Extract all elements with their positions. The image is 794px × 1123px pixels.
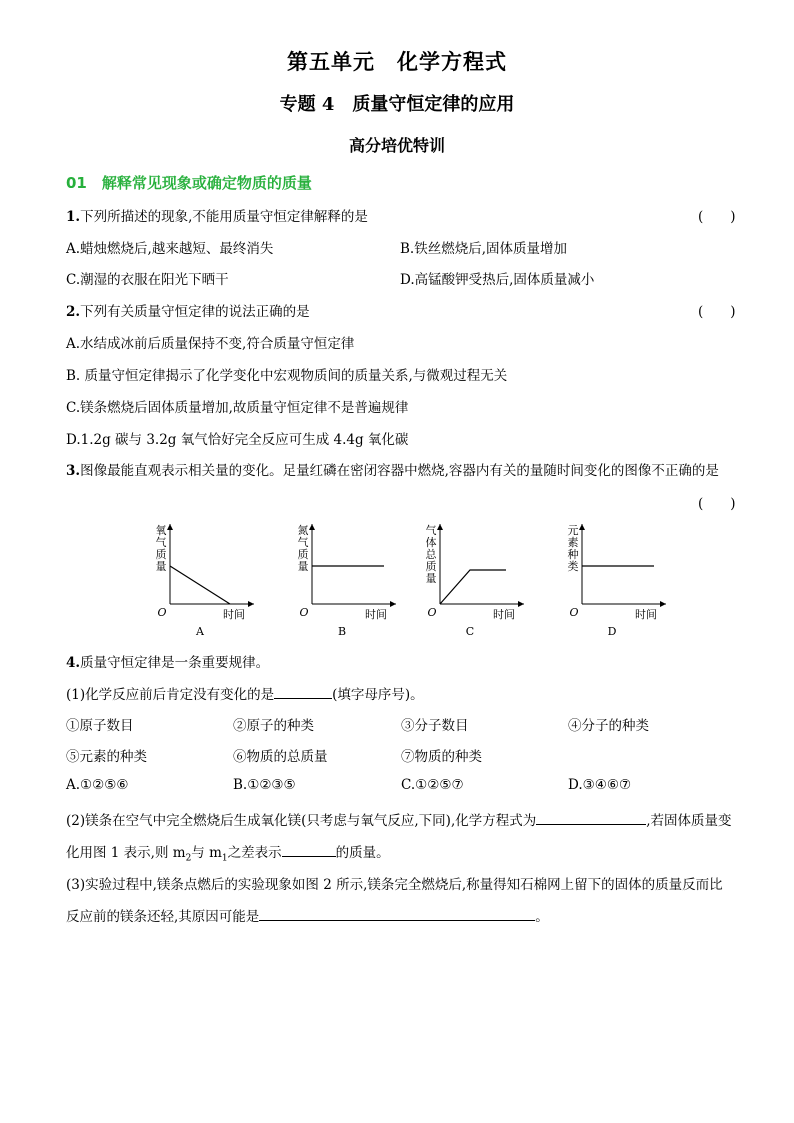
origin-label: O — [299, 606, 309, 619]
y-axis-label-char: 气 — [155, 536, 167, 549]
graph-caption: C — [465, 625, 475, 638]
x-axis-arrow — [390, 601, 396, 607]
y-axis-label-char: 总 — [425, 548, 437, 561]
q2-answer-bracket: ( ) — [698, 304, 736, 320]
q4-choice-d: D.③④⑥⑦ — [568, 777, 632, 793]
q2-option-d: D.1.2g 碳与 3.2g 氧气恰好完全反应可生成 4.4g 氧化碳 — [66, 432, 409, 448]
graph-curve — [440, 570, 506, 604]
q1-number: 1. — [66, 209, 81, 225]
q1-text: 下列所描述的现象,不能用质量守恒定律解释的是 — [80, 209, 368, 225]
y-axis-label-char: 质 — [155, 548, 167, 561]
q4-text: 质量守恒定律是一条重要规律。 — [80, 655, 270, 671]
x-axis-label: 时间 — [365, 608, 387, 621]
q4-part2-text: (2)镁条在空气中完全燃烧后生成氧化镁(只考虑与氧气反应,下同),化学方程式为 — [66, 813, 537, 829]
q4-part2-line2-b: 与 m — [191, 845, 222, 861]
x-axis-label: 时间 — [493, 608, 515, 621]
m1-subscript: 1 — [221, 853, 228, 864]
q4-part1-blank[interactable] — [274, 684, 332, 699]
q2-stem — [66, 300, 310, 320]
q4-part2-line2-c: 之差表示 — [227, 845, 282, 861]
q1-stem — [66, 205, 368, 225]
q4-item-3: ③分子数目 — [401, 718, 469, 734]
q1-option-a: A.蜡烛燃烧后,越来越短、最终消失 — [66, 241, 274, 257]
y-axis-arrow — [167, 524, 173, 530]
y-axis-label-char: 氮 — [297, 524, 309, 537]
y-axis-arrow — [309, 524, 315, 530]
graph-caption: B — [337, 625, 347, 638]
q4-choice-b: B.①②③⑤ — [233, 777, 296, 793]
q2-text: 下列有关质量守恒定律的说法正确的是 — [80, 304, 310, 320]
y-axis-label-char: 气 — [297, 536, 309, 549]
y-axis-label-char: 气 — [425, 524, 437, 537]
origin-label: O — [427, 606, 437, 619]
q4-number: 4. — [66, 655, 81, 671]
m2-subscript: 2 — [185, 853, 192, 864]
q1-option-b: B.铁丝燃烧后,固体质量增加 — [400, 241, 568, 257]
x-axis-label: 时间 — [635, 608, 657, 621]
q4-part2-line2-d: 的质量。 — [335, 845, 390, 861]
q1-answer-bracket: ( ) — [698, 209, 736, 225]
q1-option-d: D.高锰酸钾受热后,固体质量减小 — [400, 272, 595, 288]
x-axis-arrow — [248, 601, 254, 607]
q4-item-4: ④分子的种类 — [568, 718, 649, 734]
graph-caption: A — [196, 625, 204, 638]
y-axis-label-char: 元 — [567, 524, 579, 537]
q4-item-1: ①原子数目 — [66, 718, 134, 734]
q2-option-a: A.水结成冰前后质量保持不变,符合质量守恒定律 — [66, 336, 355, 352]
q4-mass-blank[interactable] — [282, 842, 336, 857]
q4-choice-a: A.①②⑤⑥ — [66, 777, 129, 793]
q4-part2-line2 — [66, 841, 390, 864]
origin-label: O — [569, 606, 579, 619]
q4-stem — [66, 651, 269, 671]
q4-part3-line1: (3)实验过程中,镁条点燃后的实验现象如图 2 所示,镁条完全燃烧后,称量得知石棉网上留下的固体的质量反而比 — [66, 877, 723, 893]
q3-graph-d — [560, 520, 672, 642]
q3-graph-c — [418, 520, 530, 642]
graph-curve — [170, 566, 230, 604]
q4-part2-line1 — [66, 809, 732, 829]
q2-number: 2. — [66, 304, 81, 320]
q3-graph-a — [148, 520, 260, 642]
q4-part2-suffix: ,若固体质量变 — [646, 813, 732, 829]
q4-equation-blank[interactable] — [536, 810, 646, 825]
q2-option-c: C.镁条燃烧后固体质量增加,故质量守恒定律不是普遍规律 — [66, 400, 409, 416]
topic-title: 专题 4 质量守恒定律的应用 — [279, 94, 515, 115]
q4-part1-suffix: (填字母序号)。 — [332, 687, 424, 703]
q4-part1 — [66, 683, 424, 703]
y-axis-label-char: 氧 — [155, 524, 167, 537]
q3-number: 3. — [66, 463, 81, 479]
graph-caption: D — [607, 625, 617, 638]
q3-stem — [66, 459, 719, 479]
y-axis-label-char: 量 — [425, 572, 437, 585]
q4-item-7: ⑦物质的种类 — [401, 749, 482, 765]
q4-item-5: ⑤元素的种类 — [66, 749, 147, 765]
q4-choice-c: C.①②⑤⑦ — [401, 777, 464, 793]
x-axis-arrow — [660, 601, 666, 607]
q3-graph-svg — [148, 520, 260, 638]
y-axis-arrow — [579, 524, 585, 530]
x-axis-arrow — [518, 601, 524, 607]
q2-option-b: B. 质量守恒定律揭示了化学变化中宏观物质间的质量关系,与微观过程无关 — [66, 368, 508, 384]
q4-item-2: ②原子的种类 — [233, 718, 314, 734]
y-axis-arrow — [437, 524, 443, 530]
q3-graph-svg — [418, 520, 530, 638]
subtitle: 高分培优特训 — [348, 136, 445, 155]
q4-item-6: ⑥物质的总质量 — [233, 749, 328, 765]
y-axis-label-char: 素 — [567, 536, 579, 549]
section-heading: 01 解释常见现象或确定物质的质量 — [66, 174, 312, 192]
y-axis-label-char: 类 — [567, 560, 579, 573]
x-axis-label: 时间 — [223, 608, 245, 621]
q3-text: 图像最能直观表示相关量的变化。足量红磷在密闭容器中燃烧,容器内有关的量随时间变化的图像不正确的是 — [80, 463, 719, 479]
q3-graph-svg — [290, 520, 402, 638]
unit-title: 第五单元 化学方程式 — [287, 49, 507, 74]
origin-label: O — [157, 606, 167, 619]
q1-option-c: C.潮湿的衣服在阳光下晒干 — [66, 272, 229, 288]
q4-part2-line2-a: 化用图 1 表示,则 m — [66, 845, 186, 861]
y-axis-label-char: 体 — [425, 536, 437, 549]
q4-part3-suffix: 。 — [535, 909, 549, 925]
q4-part1-text: (1)化学反应前后肯定没有变化的是 — [66, 687, 275, 703]
y-axis-label-char: 质 — [297, 548, 309, 561]
y-axis-label-char: 种 — [567, 548, 579, 561]
q4-reason-blank[interactable] — [259, 906, 535, 921]
y-axis-label-char: 量 — [155, 560, 167, 573]
q4-part3-line2 — [66, 905, 549, 925]
q3-graph-b — [290, 520, 402, 642]
y-axis-label-char: 量 — [297, 560, 309, 573]
q3-graph-svg — [560, 520, 672, 638]
q4-part3-text: 反应前的镁条还轻,其原因可能是 — [66, 909, 260, 925]
y-axis-label-char: 质 — [425, 560, 437, 573]
q3-answer-bracket: ( ) — [698, 496, 736, 512]
